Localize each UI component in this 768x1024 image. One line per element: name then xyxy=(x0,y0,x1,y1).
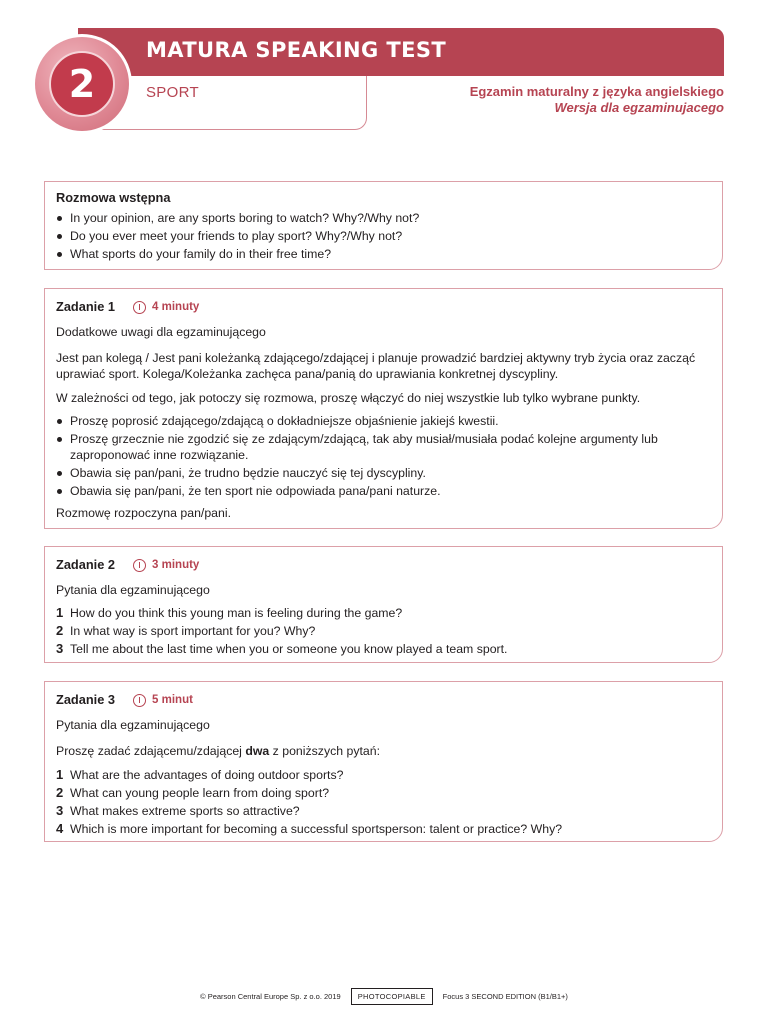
copyright: © Pearson Central Europe Sp. z o.o. 2019 xyxy=(200,992,341,1001)
exam-name: Egzamin maturalny z języka angielskiego xyxy=(469,84,724,99)
task3-timer xyxy=(133,692,193,708)
list-item: Do you ever meet your friends to play sport? Why?/Why not? xyxy=(56,228,710,244)
task3-header xyxy=(56,691,710,709)
emphasis: dwa xyxy=(245,744,270,758)
task3-questions xyxy=(56,767,710,837)
list-item: Proszę grzecznie nie zgodzić się ze zdającym/zdającą, tak aby musiał/musiała podać kolejne argumenty lub zaproponować inne rozwiązanie. xyxy=(56,431,710,463)
test-number-badge xyxy=(32,34,132,134)
exam-version: Wersja dla egzaminujacego xyxy=(554,100,724,115)
edition-label: Focus 3 SECOND EDITION (B1/B1+) xyxy=(442,992,568,1001)
task2-title: Zadanie 2 xyxy=(56,557,116,572)
task1-box xyxy=(44,288,723,529)
task1-timer xyxy=(133,299,199,315)
task2-header xyxy=(56,556,710,574)
question-item: 1 What are the advantages of doing outdoor sports? xyxy=(56,767,344,782)
list-item: Obawia się pan/pani, że ten sport nie odpowiada pana/pani naturze. xyxy=(56,483,710,499)
intro-title: Rozmowa wstępna xyxy=(56,190,171,205)
list-item: Obawia się pan/pani, że trudno będzie nauczyć się tej dyscypliny. xyxy=(56,465,710,481)
exam-info xyxy=(470,84,724,116)
question-item: 2 In what way is sport important for you? Why? xyxy=(56,623,316,638)
list-item: Proszę poprosić zdającego/zdającą o dokładniejsze objaśnienie jakiejś kwestii. xyxy=(56,413,710,429)
question-item: 1 How do you think this young man is feeling during the game? xyxy=(56,605,403,620)
task2-time: 3 minuty xyxy=(152,559,200,571)
task1-time: 4 minuty xyxy=(152,301,200,313)
task3-time: 5 minut xyxy=(152,694,193,706)
footer xyxy=(0,988,768,1005)
page-subtitle: SPORT xyxy=(146,84,199,101)
task2-timer xyxy=(133,557,199,573)
badge-ring xyxy=(35,37,129,131)
task3-title: Zadanie 3 xyxy=(56,692,116,707)
clock-icon xyxy=(133,559,146,572)
task1-closing: Rozmowę rozpoczyna pan/pani. xyxy=(56,506,231,520)
intro-box xyxy=(44,181,723,270)
clock-icon xyxy=(133,301,146,314)
list-item: What sports do your family do in their free time? xyxy=(56,246,710,262)
task1-header xyxy=(56,298,710,316)
task3-box xyxy=(44,681,723,842)
task3-subheading: Pytania dla egzaminującego xyxy=(56,718,210,732)
task1-paragraph-1: Jest pan kolegą / Jest pani koleżanką zdającego/zdającej i planuje prowadzić bardziej aktywny tryb życia oraz zacząć uprawiać sport. Kolega/Koleżanka zachęca pana/panią do uprawiania konkretnej dyscypliny. xyxy=(56,351,696,381)
task2-box xyxy=(44,546,723,663)
intro-list xyxy=(56,210,710,262)
task2-subheading: Pytania dla egzaminującego xyxy=(56,583,210,597)
task1-subheading: Dodatkowe uwagi dla egzaminującego xyxy=(56,325,266,339)
clock-icon xyxy=(133,694,146,707)
question-item: 3 What makes extreme sports so attractive? xyxy=(56,803,300,818)
task1-list xyxy=(56,413,710,499)
photocopiable-label: PHOTOCOPIABLE xyxy=(351,988,433,1005)
question-item: 3 Tell me about the last time when you or someone you know played a team sport. xyxy=(56,641,508,656)
task1-title: Zadanie 1 xyxy=(56,299,116,314)
list-item: In your opinion, are any sports boring to watch? Why?/Why not? xyxy=(56,210,710,226)
question-item: 2 What can young people learn from doing sport? xyxy=(56,785,330,800)
test-number: 2 xyxy=(49,51,115,117)
task3-instruction: Proszę zadać zdającemu/zdającej dwa z poniższych pytań: xyxy=(56,744,380,758)
page-title: MATURA SPEAKING TEST xyxy=(146,38,447,62)
task1-paragraph-2: W zależności od tego, jak potoczy się rozmowa, proszę włączyć do niej wszystkie lub tylko wybrane punkty. xyxy=(56,391,641,405)
task2-questions xyxy=(56,605,710,657)
question-item: 4 Which is more important for becoming a successful sportsperson: talent or practice? Why? xyxy=(56,821,563,836)
